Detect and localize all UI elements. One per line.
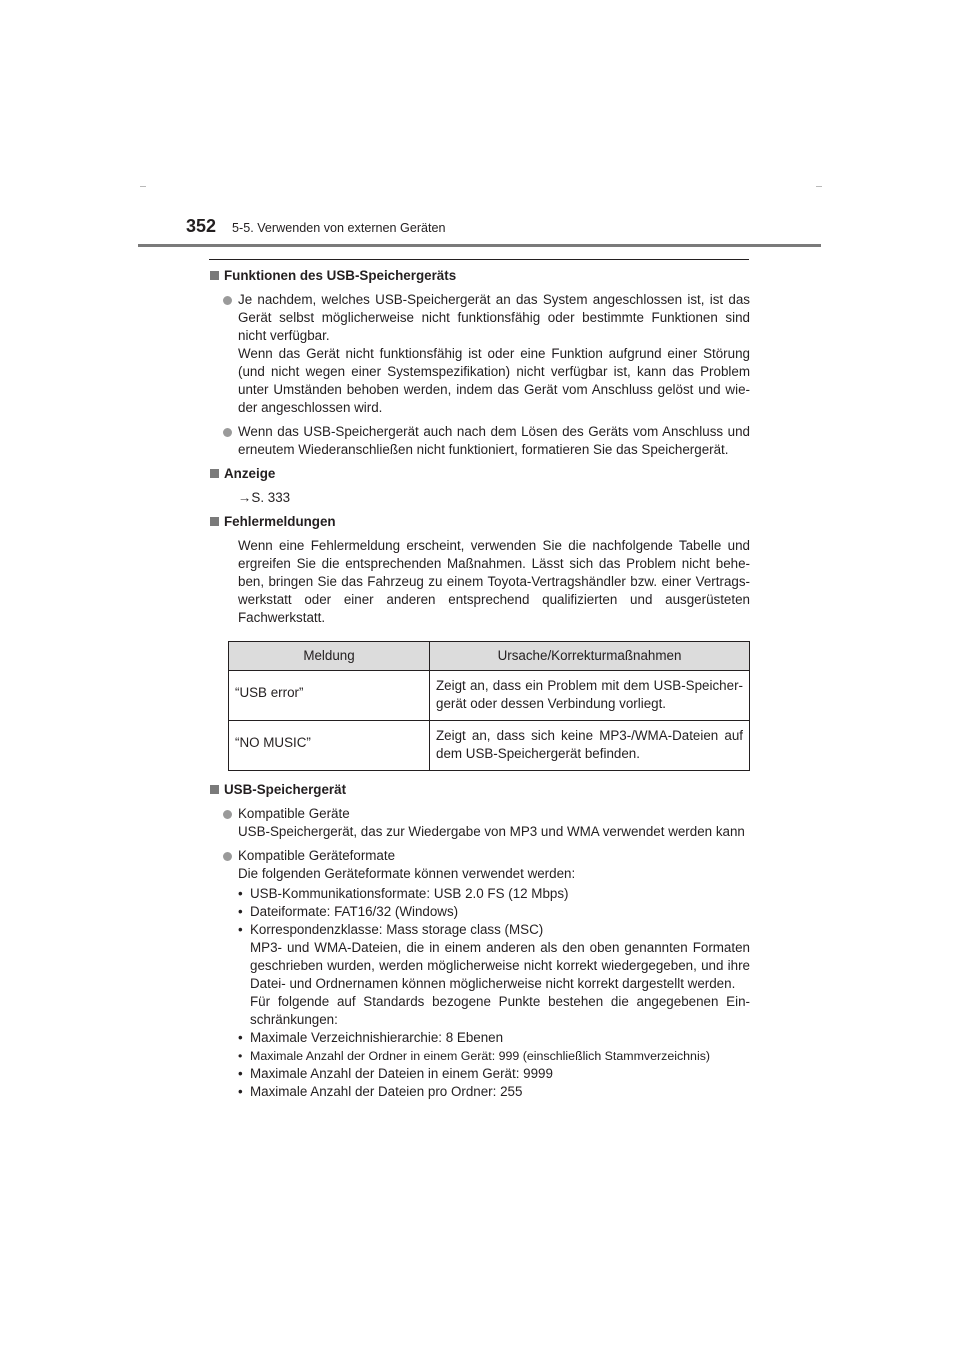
- list-bullet: •: [238, 886, 243, 901]
- list-item: • Dateiformate: FAT16/32 (Windows): [238, 904, 459, 919]
- header-rule: [138, 244, 821, 247]
- bullet-funktionen-2: [210, 423, 750, 459]
- bullet-title: Kompatible Geräteformate: [238, 848, 396, 863]
- error-message-table: [228, 641, 750, 771]
- circle-bullet-icon: [223, 296, 232, 305]
- bullet-kompatible-geraete: [210, 805, 750, 841]
- list-bullet: •: [238, 1066, 243, 1081]
- paragraph: Für folgende auf Standards bezogene Punkte bestehen die angegebenen Ein-schränkungen:: [250, 994, 750, 1027]
- circle-bullet-icon: [223, 428, 232, 437]
- list-item: • Maximale Anzahl der Dateien pro Ordner: 255: [238, 1084, 523, 1099]
- square-bullet-icon: [210, 271, 219, 280]
- table-row: [229, 671, 750, 721]
- format-list: [210, 885, 750, 1101]
- paragraph: USB-Speichergerät, das zur Wiedergabe von MP3 und WMA verwendet werden kann: [238, 824, 745, 839]
- list-item: • Korrespondenzklasse: Mass storage class (MSC) MP3- und WMA-Dateien, die in einem anderen als den oben genannten Formaten geschrieben wurden, werden möglicherweise nicht korrekt wiedergegeben, und ihre Datei- und Ordnernamen können möglicherweise nicht korrekt dargestellt werden. Für folgende auf Standards bezogene Punkte bestehen die angegebenen Ein-schränkungen:: [238, 922, 750, 1027]
- paragraph: Die folgenden Geräteformate können verwendet werden:: [238, 866, 576, 881]
- circle-bullet-icon: [223, 852, 232, 861]
- list-bullet: •: [238, 1084, 243, 1099]
- chapter-title: 5-5. Verwenden von externen Geräten: [232, 221, 446, 235]
- table-header-row: [229, 642, 750, 671]
- page-number: 352: [186, 216, 217, 236]
- table-cell: “NO MUSIC”: [229, 721, 430, 771]
- list-bullet: •: [238, 1049, 243, 1063]
- bullet-title: Kompatible Geräte: [238, 806, 350, 821]
- bullet-funktionen-1: [210, 291, 750, 417]
- heading-usb-speichergeraet: USB-Speichergerät: [210, 781, 750, 799]
- page-body: [210, 267, 750, 1101]
- list-bullet: •: [238, 904, 243, 919]
- page-reference-link[interactable]: →S. 333: [238, 490, 291, 505]
- list-item: • USB-Kommunikationsformate: USB 2.0 FS (12 Mbps): [238, 886, 569, 901]
- heading-funktionen: Funktionen des USB-Speichergeräts: [210, 267, 750, 285]
- crop-mark-right: [816, 186, 822, 187]
- list-bullet: •: [238, 922, 243, 937]
- table-row: [229, 721, 750, 771]
- heading-fehlermeldungen: Fehlermeldungen: [210, 513, 750, 531]
- square-bullet-icon: [210, 785, 219, 794]
- list-item: • Maximale Anzahl der Ordner in einem Gerät: 999 (einschließlich Stammverzeichnis): [238, 1049, 711, 1063]
- list-item: • Maximale Verzeichnishierarchie: 8 Ebenen: [238, 1030, 504, 1045]
- table-cell: Zeigt an, dass sich keine MP3-/WMA-Dateien auf dem USB-Speichergerät befinden.: [430, 721, 750, 771]
- paragraph: MP3- und WMA-Dateien, die in einem anderen als den oben genannten Formaten geschrieben wurden, werden möglicherweise nicht korrekt wiedergegeben, und ihre Datei- und Ordnernamen können möglicherweise nicht korrekt dargestellt werden.: [250, 940, 750, 991]
- heading-anzeige: Anzeige: [210, 465, 750, 483]
- paragraph: Je nachdem, welches USB-Speichergerät an das System angeschlossen ist, ist das Gerät selbst möglicherweise nicht funktionsfähig oder bestimmte Funktionen sind nicht verfügbar.: [238, 292, 750, 343]
- circle-bullet-icon: [223, 810, 232, 819]
- table-cell: Zeigt an, dass ein Problem mit dem USB-Speicher-gerät oder dessen Verbindung vorliegt.: [430, 671, 750, 721]
- list-item: • Maximale Anzahl der Dateien in einem Gerät: 9999: [238, 1066, 553, 1081]
- table-cell: “USB error”: [229, 671, 430, 721]
- bullet-kompatible-formate: [210, 847, 750, 883]
- square-bullet-icon: [210, 517, 219, 526]
- table-header-cell: Ursache/Korrekturmaßnahmen: [430, 642, 750, 671]
- crop-mark-left: [140, 186, 146, 187]
- paragraph: Wenn eine Fehlermeldung erscheint, verwenden Sie die nachfolgende Tabelle und ergreifen Sie die entsprechenden Maßnahmen. Lässt sich das Problem nicht behe-ben, bringen Sie das Fahrzeug zu einem Toyota-Vertragshändler bzw. einer Vertrags-werkstatt oder einer anderen entsprechend qualifizierten und ausgerüsteten Fachwerkstatt.: [238, 538, 750, 625]
- paragraph: Wenn das Gerät nicht funktionsfähig ist oder eine Funktion aufgrund einer Störung (und nicht wegen einer Systemspezifikation) nicht verfügbar ist, kann das Problem unter Umständen behoben werden, indem das Gerät vom Anschluss gelöst und wie-der angeschlossen wird.: [238, 346, 750, 415]
- paragraph: Wenn das USB-Speichergerät auch nach dem Lösen des Geräts vom Anschluss und erneutem Wiederanschließen nicht funktioniert, formatieren Sie das Speichergerät.: [238, 424, 750, 457]
- section-rule: [209, 259, 749, 260]
- table-header-cell: Meldung: [229, 642, 430, 671]
- list-bullet: •: [238, 1030, 243, 1045]
- square-bullet-icon: [210, 469, 219, 478]
